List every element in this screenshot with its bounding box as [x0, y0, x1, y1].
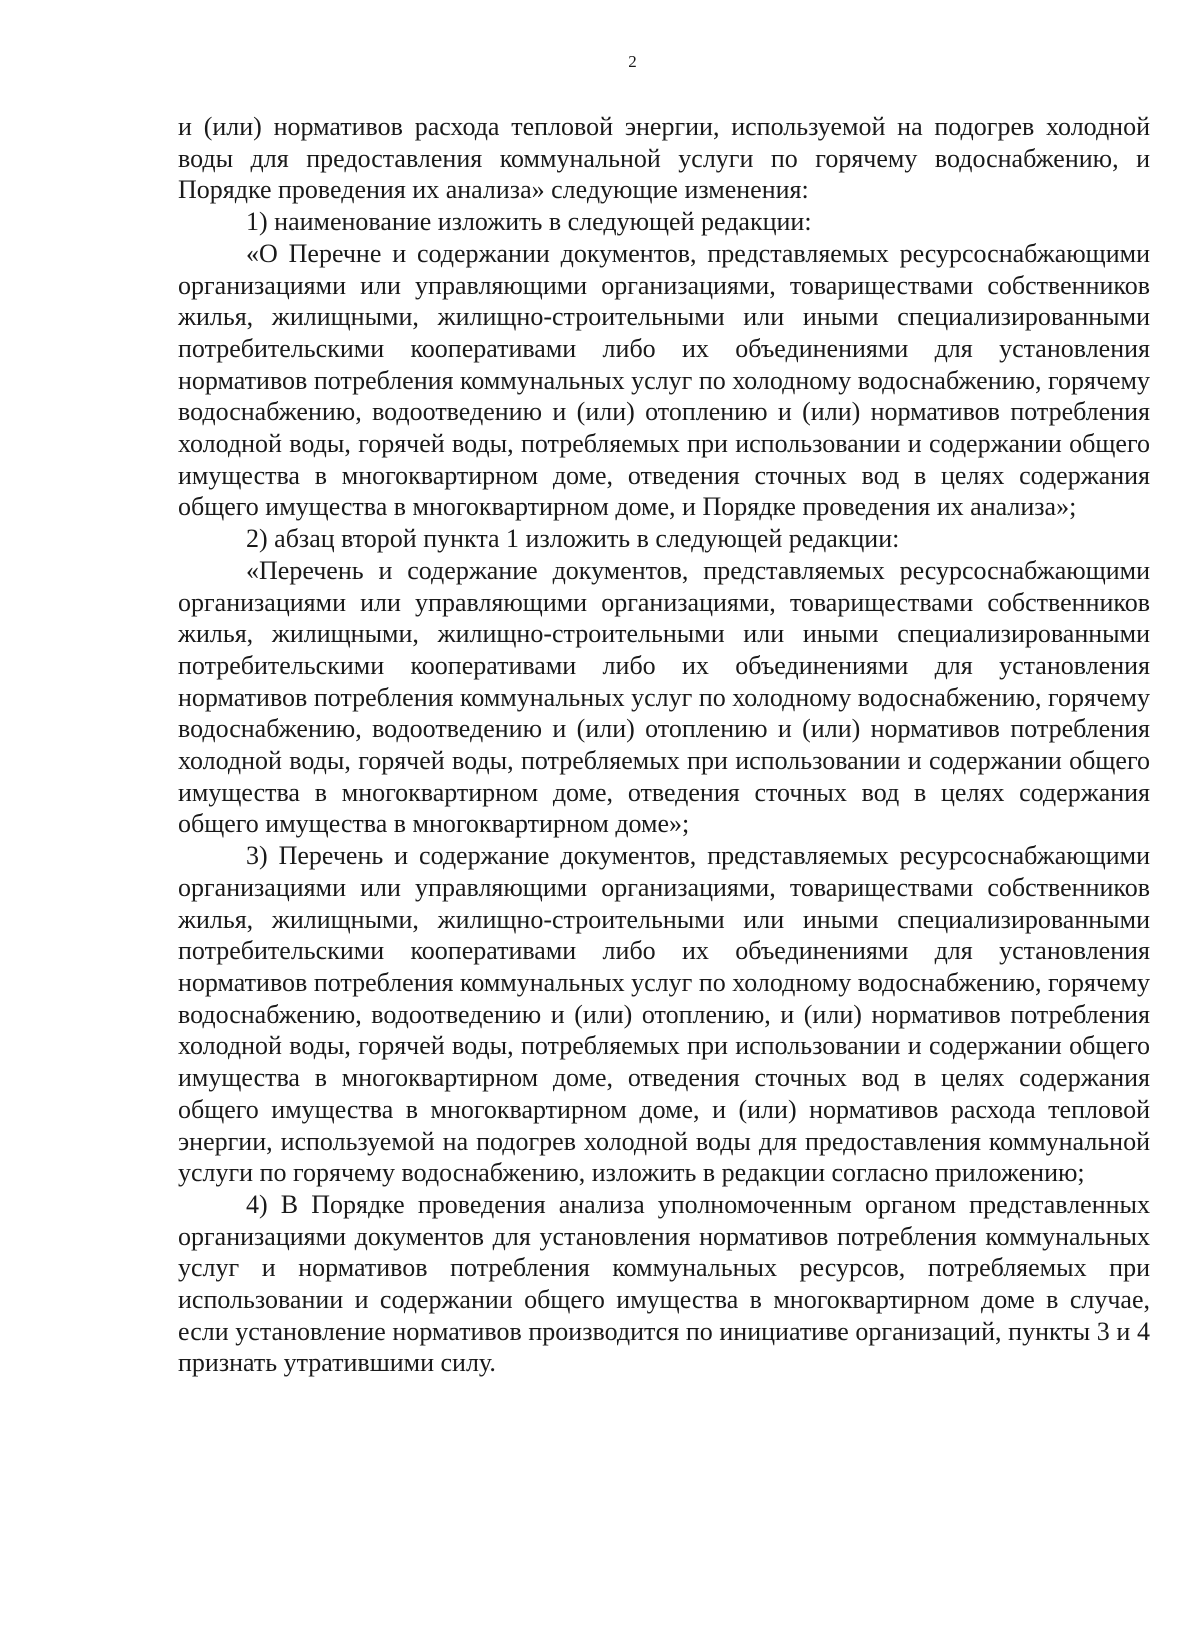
paragraph-intro-continuation: и (или) нормативов расхода тепловой энергии, используемой на подогрев холодной воды для предоставления коммунальной услуги по горячему водоснабжению, и Порядке проведения их анализа» следующие изменения:: [178, 112, 1150, 205]
paragraph-new-title-quote: «О Перечне и содержании документов, представляемых ресурсоснабжающими организациями или управляющими организациями, товариществами собственников жилья, жилищными, жилищно-строительными или иными специализированными потребительскими кооперативами либо их объединениями для установления нормативов потребления коммунальных услуг по холодному водоснабжению, горячему водоснабжению, водоотведению и (или) отоплению и (или) нормативов потребления холодной воды, горячей воды, потребляемых при использовании и содержании общего имущества в многоквартирном доме, отведения сточных вод в целях содержания общего имущества в многоквартирном доме, и Порядке проведения их анализа»;: [178, 238, 1150, 522]
paragraph-item-2: 2) абзац второй пункта 1 изложить в следующей редакции:: [246, 524, 900, 554]
paragraph-point-1-quote: «Перечень и содержание документов, представляемых ресурсоснабжающими организациями или управляющими организациями, товариществами собственников жилья, жилищными, жилищно-строительными или иными специализированными потребительскими кооперативами либо их объединениями для установления нормативов потребления коммунальных услуг по холодному водоснабжению, горячему водоснабжению, водоотведению и (или) отоплению и (или) нормативов потребления холодной воды, горячей воды, потребляемых при использовании и содержании общего имущества в многоквартирном доме, отведения сточных вод в целях содержания общего имущества в многоквартирном доме»;: [178, 555, 1150, 839]
document-body: [178, 111, 1150, 1379]
page-number: 2: [628, 52, 637, 71]
paragraph-item-3: 3) Перечень и содержание документов, представляемых ресурсоснабжающими организациями или управляющими организациями, товариществами собственников жилья, жилищными, жилищно-строительными или иными специализированными потребительскими кооперативами либо их объединениями для установления нормативов потребления коммунальных услуг по холодному водоснабжению, горячему водоснабжению, водоотведению и (или) отоплению, и (или) нормативов потребления холодной воды, горячей воды, потребляемых при использовании и содержании общего имущества в многоквартирном доме, отведения сточных вод в целях содержания общего имущества в многоквартирном доме, и (или) нормативов расхода тепловой энергии, используемой на подогрев холодной воды для предоставления коммунальной услуги по горячему водоснабжению, изложить в редакции согласно приложению;: [178, 841, 1150, 1188]
paragraph-item-1: 1) наименование изложить в следующей редакции:: [246, 207, 812, 237]
paragraph-item-4: 4) В Порядке проведения анализа уполномоченным органом представленных организациями документов для установления нормативов потребления коммунальных услуг и нормативов потребления коммунальных ресурсов, потребляемых при использовании и содержании общего имущества в многоквартирном доме в случае, если установление нормативов производится по инициативе организаций, пункты 3 и 4 признать утратившими силу.: [178, 1189, 1150, 1378]
